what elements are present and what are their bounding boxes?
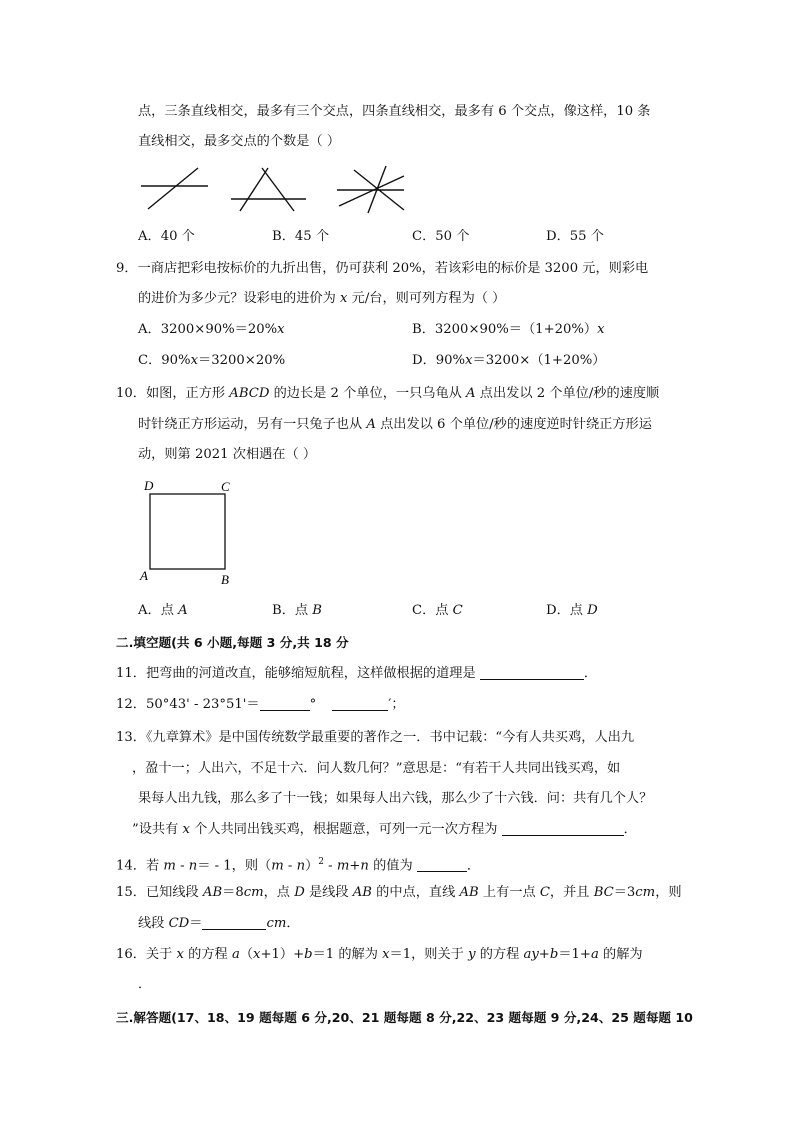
q12-degree-blank[interactable]	[260, 697, 310, 711]
q10-line2: 时针绕正方形运动，另有一只兔子也从 A 点出发以 6 个单位/秒的速度逆时针绕正方形运	[138, 417, 652, 432]
q10-option-c: C．点 C	[412, 603, 463, 618]
q13-line3: 果每人出九钱，那么多了十一钱；如果每人出六钱，那么少了十六钱．问：共有几个人？	[138, 791, 653, 806]
q15-line1: 15．已知线段 AB＝8cm，点 D 是线段 AB 的中点，直线 AB 上有一点 C，并且 BC＝3cm，则	[116, 885, 682, 900]
q13-answer-blank[interactable]	[502, 822, 624, 836]
q9-option-c: C．90%x＝3200×20%	[138, 353, 286, 368]
q9-line2: 的进价为多少元？设彩电的进价为 x 元/台，则可列方程为（ ）	[138, 291, 506, 306]
q9-option-a: A．3200×90%＝20%x	[138, 322, 285, 337]
q16-line1: 16．关于 x 的方程 a（x+1）+b＝1 的解为 x＝1，则关于 y 的方程 ay+b＝1+a 的解为	[116, 947, 643, 962]
square-abcd	[150, 494, 225, 569]
q8-option-b: B．45 个	[272, 229, 330, 244]
label-b: B	[221, 572, 229, 587]
q14-answer-blank[interactable]	[417, 858, 467, 872]
q9-option-b: B．3200×90%＝（1+20%）x	[412, 322, 605, 337]
q13-line2: ，盈十一；人出六，不足十六．问人数几何？”意思是：“有若干人共同出钱买鸡，如	[132, 761, 621, 776]
q8-option-a: A．40 个	[138, 229, 195, 244]
label-c: C	[221, 479, 230, 494]
q15-line2: 线段 CD＝ cm．	[138, 916, 300, 931]
q10-line3: 动，则第 2021 次相遇在（ ）	[138, 447, 317, 462]
q9-line1: 9．一商店把彩电按标价的九折出售，仍可获利 20%，若该彩电的标价是 3200 元，则彩电	[116, 261, 649, 276]
q8-line2: 直线相交，最多交点的个数是（ ）	[138, 134, 341, 149]
q10-option-b: B．点 B	[272, 603, 322, 618]
q13-line4: ”设共有 x 个人共同出钱买鸡，根据题意，可列一元一次方程为 ．	[132, 822, 637, 837]
section2-title: 二.填空题(共 6 小题,每题 3 分,共 18 分	[116, 635, 349, 650]
label-a: A	[140, 568, 148, 583]
q12-minute-blank[interactable]	[332, 697, 388, 711]
q10-line1: 10．如图，正方形 ABCD 的边长是 2 个单位，一只乌龟从 A 点出发以 2 个单位/秒的速度顺	[116, 386, 660, 401]
q11: 11．把弯曲的河道改直，能够缩短航程，这样做根据的道理是 ．	[116, 666, 598, 681]
q8-option-d: D．55 个	[546, 229, 604, 244]
q8-option-c: C．50 个	[412, 229, 470, 244]
q15-answer-blank[interactable]	[202, 916, 266, 930]
q9-option-d: D．90%x＝3200×（1+20%）	[412, 353, 606, 368]
q10-option-d: D．点 D	[546, 603, 598, 618]
q11-answer-blank[interactable]	[480, 666, 584, 680]
section3-title: 三.解答题(17、18、19 题每题 6 分,20、21 题每题 8 分,22、23 题每题 9 分,24、25 题每题 10	[116, 1010, 693, 1025]
q12: 12．50°43' - 23°51'＝ ° ′；	[116, 697, 405, 712]
label-d: D	[144, 478, 154, 493]
q13-line1: 13．《九章算术》是中国传统数学最重要的著作之一．书中记载：“今有人共买鸡，人出九	[116, 730, 635, 745]
q8-line1: 点，三条直线相交，最多有三个交点，四条直线相交，最多有 6 个交点，像这样，10 条	[138, 104, 651, 119]
q10-option-a: A．点 A	[138, 603, 188, 618]
q14: 14．若 m - n＝ - 1，则（m - n）$^2$ - m+n 的值为 ．	[116, 857, 481, 874]
q16-line2: ．	[138, 977, 152, 992]
